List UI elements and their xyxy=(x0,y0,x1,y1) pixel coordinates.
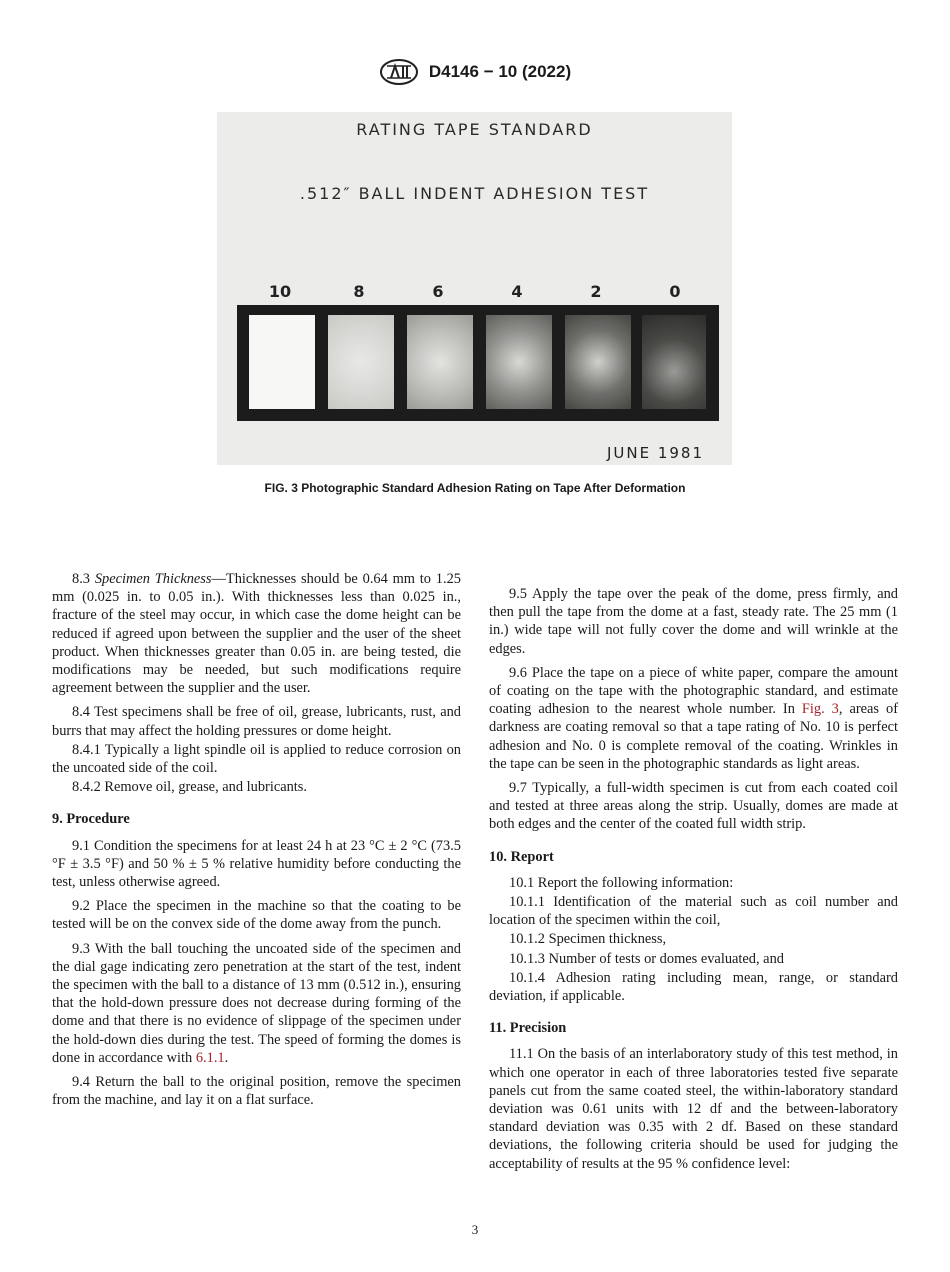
rating-label: 6 xyxy=(432,282,444,301)
photo-date: JUNE 1981 xyxy=(606,444,704,462)
rating-label: 4 xyxy=(511,282,523,301)
paragraph-8-3: 8.3 Specimen Thickness—Thicknesses should be 0.64 mm to 1.25 mm (0.025 in. to 0.05 in.). With thicknesses less than 0.025 in., fracture of the steel may occur, in which case the dome height can be reduced if agreed upon between the supplier and the user of the sheet product. When thicknesses greater than 0.05 in. are being tested, die modifications may be needed, but such modifications require agreement between the supplier and the user. xyxy=(52,571,461,697)
tape-sample-10 xyxy=(249,315,315,409)
photo-subtitle: .512″ BALL INDENT ADHESION TEST xyxy=(299,184,650,203)
paragraph-10-1-1: 10.1.1 Identification of the material such as coil number and location of the specimen within the coil, xyxy=(489,894,898,929)
figure-caption: FIG. 3 Photographic Standard Adhesion Rating on Tape After Deformation xyxy=(264,481,686,495)
paragraph-9-7: 9.7 Typically, a full-width specimen is cut from each coated coil and tested at three areas along the strip. Usually, domes are made at both edges and the center of the coated full width strip. xyxy=(489,780,898,833)
paragraph-10-1-3: 10.1.3 Number of tests or domes evaluated, and xyxy=(509,950,784,967)
photo-title: RATING TAPE STANDARD xyxy=(356,120,593,139)
paragraph-10-1-4: 10.1.4 Adhesion rating including mean, range, or standard deviation, if applicable. xyxy=(489,969,898,1005)
right-column xyxy=(489,585,898,1179)
figure-link-fig-3[interactable]: Fig. 3 xyxy=(801,701,839,718)
section-link-6-1-1[interactable]: 6.1.1 xyxy=(195,1049,225,1066)
rating-label: 8 xyxy=(353,282,365,301)
section-heading-precision: 11. Precision xyxy=(489,1020,567,1037)
paragraph-8-4-1: 8.4.1 Typically a light spindle oil is applied to reduce corrosion on the uncoated side of the coil. xyxy=(52,741,461,777)
paragraph-11-1: 11.1 On the basis of an interlaboratory study of this test method, in which one operator in each of three laboratories tested five separate panels cut from the same coated steel, the within-laboratory standard deviation was 0.61 units with 12 df and the between-laboratory standard deviation was 0.35 with 2 df. Based on these standard deviations, the following criteria should be used for judging the acceptability of results at the 95 % confidence level: xyxy=(489,1046,898,1172)
paragraph-9-6: 9.6 Place the tape on a piece of white paper, compare the amount of coating on the tape with the photographic standard, and estimate coating adhesion to the nearest whole number. In Fig. 3, areas of darkness are coating removal so that a tape rating of No. 10 is perfect adhesion and No. 0 is complete removal of the coating. Wrinkles in the tape can be seen in the photographic standards as light areas. xyxy=(489,664,898,772)
paragraph-9-2: 9.2 Place the specimen in the machine so that the coating to be tested will be on the convex side of the dome away from the punch. xyxy=(52,898,461,933)
document-id: D4146 − 10 (2022) xyxy=(428,62,572,81)
tape-sample-2 xyxy=(565,315,631,409)
paragraph-8-4: 8.4 Test specimens shall be free of oil, grease, lubricants, rust, and burrs that may affect the holding pressures or dome height. xyxy=(52,704,461,739)
left-column xyxy=(52,570,461,1115)
paragraph-9-1: 9.1 Condition the specimens for at least 24 h at 23 °C ± 2 °C (73.5 °F ± 3.5 °F) and 50 % ± 5 % relative humidity before conducting the test, unless otherwise agreed. xyxy=(52,837,461,891)
page-header xyxy=(0,58,950,86)
paragraph-9-5: 9.5 Apply the tape over the peak of the dome, press firmly, and then pull the tape from the dome at a fast, steady rate. The 25 mm (1 in.) wide tape will not fully cover the dome and will wrinkle at the edges. xyxy=(489,586,898,657)
paragraph-9-3: 9.3 With the ball touching the uncoated side of the specimen and the dial gage indicating zero penetration at the start of the test, indent the specimen with the ball to a distance of 13 mm (0.512 in.), ensuring that the hold-down pressure does not decrease during forming of the dome and that there is no evidence of slippage of the specimen under the hold-down dies during the test. The speed of forming the domes is done in accordance with 6.1.1. xyxy=(52,940,461,1066)
tape-sample-0 xyxy=(642,315,706,409)
tape-strip xyxy=(237,305,719,421)
rating-tape-photo xyxy=(217,112,732,465)
tape-sample-8 xyxy=(328,315,394,409)
paragraph-10-1: 10.1 Report the following information: xyxy=(509,874,734,891)
section-heading-report: 10. Report xyxy=(489,848,554,865)
tape-sample-6 xyxy=(407,315,473,409)
page-number: 3 xyxy=(471,1222,479,1237)
paragraph-8-4-2: 8.4.2 Remove oil, grease, and lubricants. xyxy=(72,779,307,796)
section-heading-procedure: 9. Procedure xyxy=(52,811,130,828)
astm-logo-icon xyxy=(379,58,419,86)
paragraph-9-4: 9.4 Return the ball to the original position, remove the specimen from the machine, and lay it on a flat surface. xyxy=(52,1074,461,1109)
rating-label: 10 xyxy=(268,282,292,301)
rating-label: 0 xyxy=(669,282,681,301)
rating-label: 2 xyxy=(590,282,602,301)
tape-sample-4 xyxy=(486,315,552,409)
paragraph-10-1-2: 10.1.2 Specimen thickness, xyxy=(509,931,667,948)
